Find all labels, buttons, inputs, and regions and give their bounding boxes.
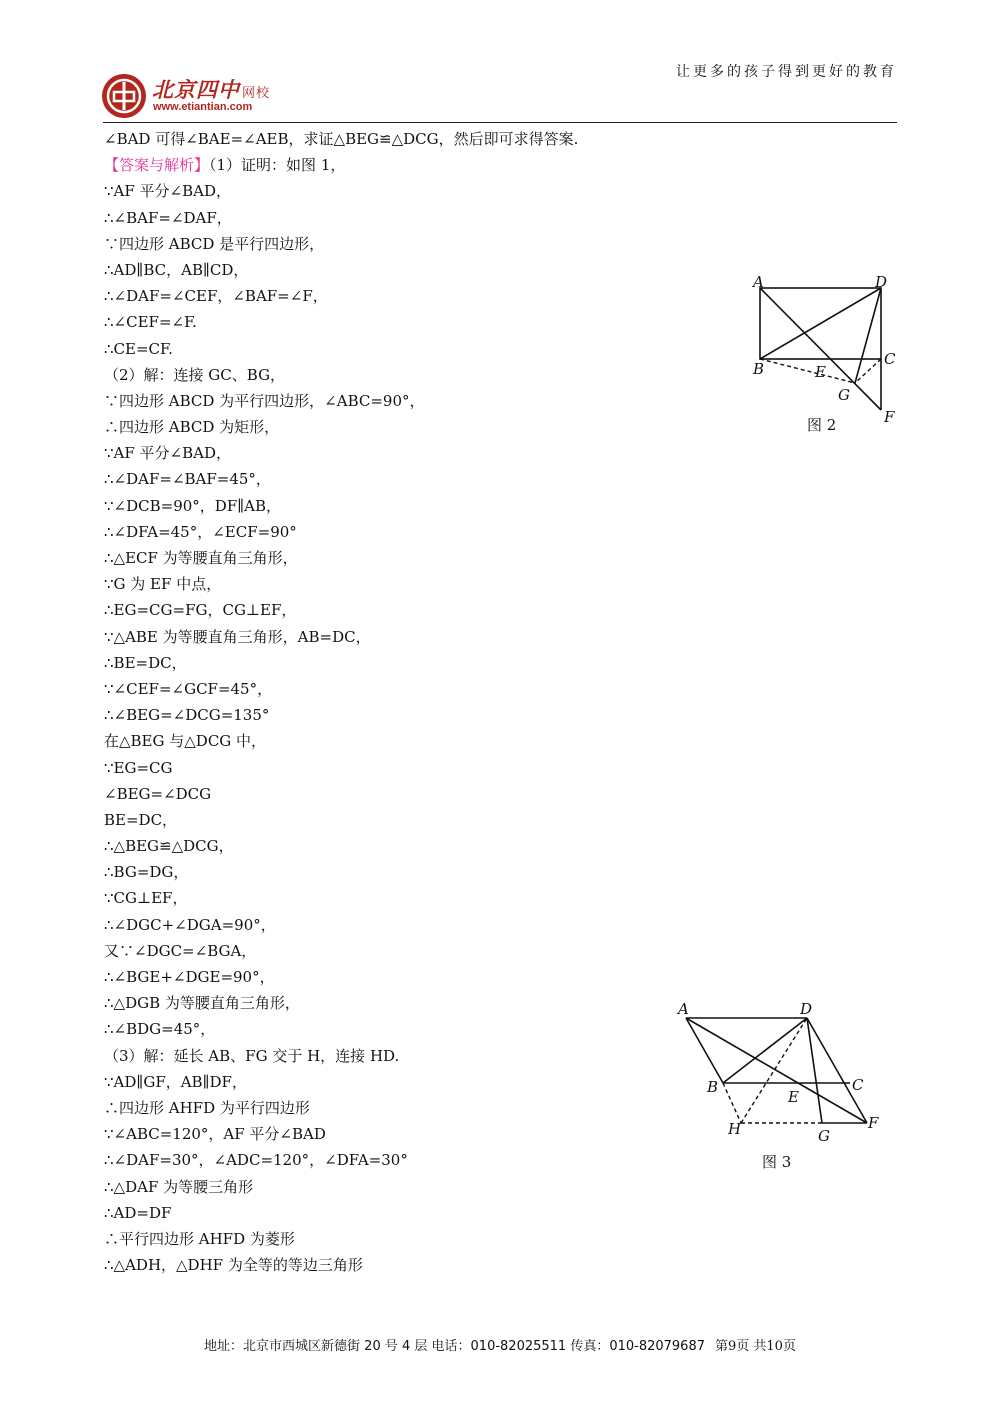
text-line xyxy=(104,859,664,885)
label-D: D xyxy=(800,1000,813,1018)
line-text: ∴△ECF 为等腰直角三角形， xyxy=(104,549,298,567)
label-A: A xyxy=(753,273,764,291)
text-line xyxy=(104,1121,664,1147)
text-line xyxy=(104,257,664,283)
line-text: ∠BEG=∠DCG xyxy=(104,784,212,803)
text-line xyxy=(104,545,664,571)
line-text: ∴∠CEF=∠F. xyxy=(104,313,197,332)
text-line xyxy=(104,624,664,650)
text-line xyxy=(104,336,664,362)
line-text: 又∵∠DGC=∠BGA， xyxy=(104,941,257,960)
line-text: ∵∠DCB=90°，DF∥AB， xyxy=(104,496,282,515)
text-line xyxy=(104,362,664,388)
text-line xyxy=(104,807,664,833)
footer-address: 地址：北京市西城区新德街 20 号 4 层 电话：010-82025511 传真：010-82079687 xyxy=(204,1339,705,1354)
line-text: ∵EG=CG xyxy=(104,758,173,777)
text-line xyxy=(104,833,664,859)
text-line xyxy=(104,231,664,257)
logo-name: 北京四中 网校 xyxy=(152,77,271,102)
label-B: B xyxy=(753,360,765,378)
label-D: D xyxy=(875,273,888,291)
text-line xyxy=(104,493,664,519)
line-text: ∵△ABE 为等腰直角三角形，AB=DC， xyxy=(104,627,371,646)
logo-url: www.etiantian.com xyxy=(153,101,253,113)
line-text: ∴△DGB 为等腰直角三角形， xyxy=(104,994,300,1013)
line-text: ∴AD∥BC，AB∥CD， xyxy=(104,260,249,279)
text-line xyxy=(104,1252,664,1278)
line-text: ∴AD=DF xyxy=(104,1203,172,1222)
answer-tag: 【答案与解析】 xyxy=(104,156,210,175)
text-line xyxy=(104,466,664,492)
line-text: ∴∠BEG=∠DCG=135° xyxy=(104,706,270,725)
figure-2-caption: 图 2 xyxy=(807,416,837,434)
text-line xyxy=(104,152,664,178)
text-line xyxy=(104,964,664,990)
line-text: ∵AF 平分∠BAD， xyxy=(104,444,232,463)
line-text: ∴BE=DC， xyxy=(104,653,187,672)
line-text: ∴△BEG≌△DCG， xyxy=(104,837,234,856)
label-E: E xyxy=(815,363,826,381)
line-text: ∵AF 平分∠BAD， xyxy=(104,182,232,201)
text-line xyxy=(104,885,664,911)
line-text: 在△BEG 与△DCG 中， xyxy=(104,732,267,751)
label-G: G xyxy=(818,1127,830,1145)
text-line xyxy=(104,912,664,938)
line-text: ∴∠DAF=∠BAF=45°， xyxy=(104,470,271,489)
figure-3-diagram xyxy=(670,996,890,1176)
line-text: ∴∠DFA=45°，∠ECF=90° xyxy=(104,522,297,541)
line-text: ∴∠BGE+∠DGE=90°， xyxy=(104,968,275,986)
label-F: F xyxy=(868,1114,879,1132)
label-C: C xyxy=(852,1076,864,1094)
figure-2 xyxy=(745,270,905,445)
site-logo xyxy=(100,72,280,122)
logo-emblem-icon xyxy=(100,72,148,120)
text-line xyxy=(104,1200,664,1226)
line-text: ∠BAD 可得∠BAE=∠AEB，求证△BEG≌△DCG，然后即可求得答案. xyxy=(104,130,579,148)
line-text: ∵四边形 ABCD 是平行四边形， xyxy=(104,234,325,253)
line-text: ∴∠DGC+∠DGA=90°， xyxy=(104,915,276,934)
text-line xyxy=(104,650,664,676)
text-line xyxy=(104,178,664,204)
line-text: BE=DC， xyxy=(104,810,178,829)
text-line xyxy=(104,519,664,545)
text-line xyxy=(104,1095,664,1121)
header-slogan: 让更多的孩子得到更好的教育 xyxy=(676,64,897,80)
text-line xyxy=(104,309,664,335)
label-A: A xyxy=(678,1000,689,1018)
text-line xyxy=(104,728,664,754)
label-B: B xyxy=(707,1078,719,1096)
line-text: ∵四边形 ABCD 为平行四边形，∠ABC=90°， xyxy=(104,391,425,410)
text-line xyxy=(104,388,664,414)
line-text: ∴∠DAF=∠CEF，∠BAF=∠F， xyxy=(104,287,328,306)
line-text: ∵G 为 EF 中点， xyxy=(104,575,222,594)
label-C: C xyxy=(884,350,896,368)
line-text: （1）证明：如图 1， xyxy=(209,156,346,175)
line-text: ∴CE=CF. xyxy=(104,339,173,358)
page-footer xyxy=(0,1335,1000,1354)
text-line xyxy=(104,1174,664,1200)
text-line xyxy=(104,1069,664,1095)
text-line xyxy=(104,676,664,702)
text-line xyxy=(104,126,664,152)
line-text: ∴∠BDG=45°， xyxy=(104,1020,216,1039)
label-E: E xyxy=(788,1088,799,1106)
header-divider xyxy=(103,122,897,123)
text-line xyxy=(104,597,664,623)
text-line xyxy=(104,781,664,807)
text-line xyxy=(104,702,664,728)
line-text: ∴平行四边形 AHFD 为菱形 xyxy=(104,1229,295,1248)
label-F: F xyxy=(884,408,895,426)
text-line xyxy=(104,938,664,964)
logo-school: 网校 xyxy=(242,86,271,101)
text-line xyxy=(104,414,664,440)
line-text: ∴△DAF 为等腰三角形 xyxy=(104,1177,254,1196)
line-text: ∴△ADH，△DHF 为全等的等边三角形 xyxy=(104,1256,363,1275)
page-number: 第9页 共10页 xyxy=(715,1339,796,1354)
text-line xyxy=(104,1043,664,1069)
line-text: ∴∠BAF=∠DAF， xyxy=(104,208,232,227)
solution-text xyxy=(104,126,664,1278)
text-line xyxy=(104,283,664,309)
text-line xyxy=(104,755,664,781)
text-line xyxy=(104,1016,664,1042)
line-text: （3）解：延长 AB、FG 交于 H，连接 HD. xyxy=(104,1046,400,1065)
line-text: ∵CG⊥EF， xyxy=(104,889,188,908)
line-text: ∵∠ABC=120°，AF 平分∠BAD xyxy=(104,1125,326,1144)
label-H: H xyxy=(728,1120,742,1138)
figure-3 xyxy=(670,996,890,1176)
text-line xyxy=(104,440,664,466)
text-line xyxy=(104,571,664,597)
line-text: ∴BG=DG， xyxy=(104,863,189,882)
text-line xyxy=(104,1147,664,1173)
text-line xyxy=(104,990,664,1016)
line-text: ∵∠CEF=∠GCF=45°， xyxy=(104,679,273,698)
figure-3-caption: 图 3 xyxy=(762,1153,792,1171)
line-text: ∵AD∥GF，AB∥DF， xyxy=(104,1072,247,1091)
label-G: G xyxy=(838,386,850,404)
line-text: ∴四边形 ABCD 为矩形， xyxy=(104,418,280,437)
text-line xyxy=(104,205,664,231)
line-text: （2）解：连接 GC、BG， xyxy=(104,365,286,384)
line-text: ∴∠DAF=30°，∠ADC=120°，∠DFA=30° xyxy=(104,1151,408,1170)
line-text: ∴EG=CG=FG，CG⊥EF， xyxy=(104,601,297,620)
text-line xyxy=(104,1226,664,1252)
line-text: ∴四边形 AHFD 为平行四边形 xyxy=(104,1098,310,1117)
